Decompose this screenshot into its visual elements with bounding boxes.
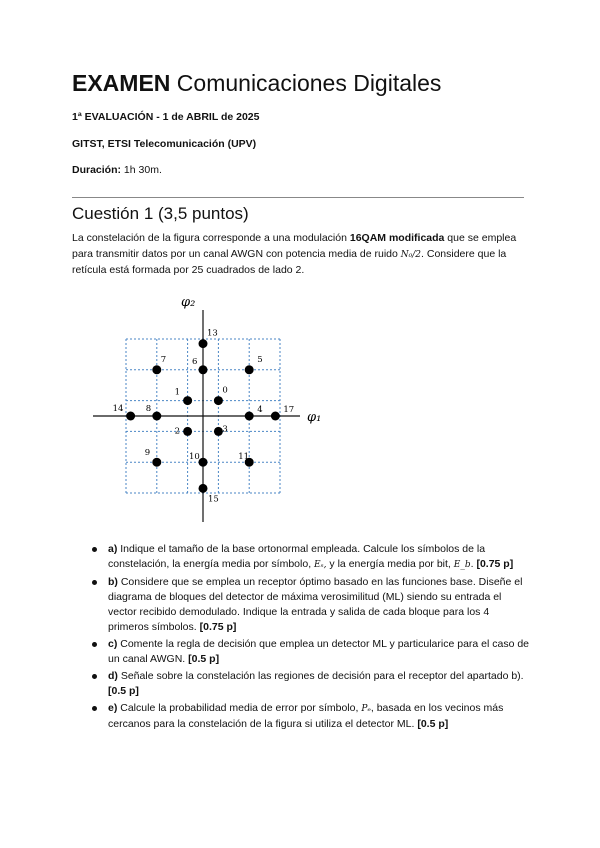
- symbol-point-15: [199, 484, 208, 493]
- symbol-label-4: 4: [257, 405, 263, 415]
- symbol-point-7: [152, 365, 161, 374]
- item-c: c) Comente la regla de decisión que emplea un detector ML y particularice para el caso de un canal AWGN. [0.5 p]: [92, 637, 532, 667]
- section-divider: [72, 197, 524, 198]
- item-d: d) Señale sobre la constelación las regiones de decisión para el receptor del apartado b). [0.5 p]: [92, 669, 532, 699]
- item-b: b) Considere que se emplea un receptor óptimo basado en las funciones base. Diseñe el diagrama de bloques del detector de máxima verosimilitud (ML) siendo su entrada el vector recibido demodulado. Indique la entrada y salida de cada bloque para los 4 primeros símbolos. [0.75 p]: [92, 575, 532, 635]
- question-intro: La constelación de la figura corresponde a una modulación 16QAM modificada que se emplea para transmitir datos por un canal AWGN con potencia media de ruido N₀/2. Considere que la retícula está formada por 25 cuadrados de lado 2.: [72, 232, 517, 276]
- phi1-label: φ₁: [307, 410, 322, 425]
- symbol-label-1: 1: [174, 387, 181, 398]
- symbol-point-8: [152, 412, 161, 421]
- symbol-label-6: 6: [192, 356, 198, 367]
- symbol-point-14: [126, 412, 135, 421]
- symbol-label-10: 10: [189, 452, 200, 463]
- symbol-label-13: 13: [207, 328, 218, 339]
- symbol-point-13: [199, 339, 208, 348]
- institution-line: GITST, ETSI Telecomunicación (UPV): [72, 138, 257, 150]
- symbol-label-8: 8: [145, 404, 152, 414]
- symbol-point-17: [271, 412, 280, 421]
- symbol-point-0: [214, 396, 223, 405]
- symbol-label-5: 5: [257, 354, 263, 365]
- symbol-point-1: [183, 396, 192, 405]
- item-e: e) Calcule la probabilidad media de error por símbolo, Pₑ, basada en los vecinos más cercanos para la constelación de la figura si utiliza el detector ML. [0.5 p]: [92, 701, 532, 732]
- symbol-point-9: [152, 458, 161, 467]
- symbol-label-9: 9: [144, 448, 151, 459]
- item-a: a) Indique el tamaño de la base ortonormal empleada. Calcule los símbolos de la constelación, la energía media por símbolo, Eₛ, y la energía media por bit, E_b. [0.75 p]: [92, 542, 532, 573]
- symbol-label-15: 15: [208, 494, 219, 505]
- symbol-point-6: [199, 365, 208, 374]
- symbol-label-11: 11: [238, 452, 250, 463]
- symbol-label-2: 2: [174, 426, 181, 437]
- symbol-point-2: [183, 427, 192, 436]
- duration-line: Duración: 1h 30m.: [72, 164, 162, 176]
- symbol-label-0: 0: [222, 385, 228, 396]
- symbol-label-7: 7: [160, 354, 167, 365]
- symbol-point-5: [245, 365, 254, 374]
- symbol-point-10: [199, 458, 208, 467]
- evaluation-line: 1ª EVALUACIÓN - 1 de ABRIL de 2025: [72, 111, 260, 123]
- question-heading: Cuestión 1 (3,5 puntos): [72, 204, 249, 223]
- symbol-label-14: 14: [112, 404, 124, 414]
- phi2-label: φ₂: [181, 295, 196, 310]
- constellation-figure: [88, 290, 328, 522]
- symbol-label-17: 17: [283, 405, 295, 415]
- symbol-point-4: [245, 412, 254, 421]
- symbol-label-3: 3: [222, 424, 228, 435]
- question-items: [92, 542, 532, 734]
- page-title: EXAMEN Comunicaciones Digitales: [72, 70, 442, 96]
